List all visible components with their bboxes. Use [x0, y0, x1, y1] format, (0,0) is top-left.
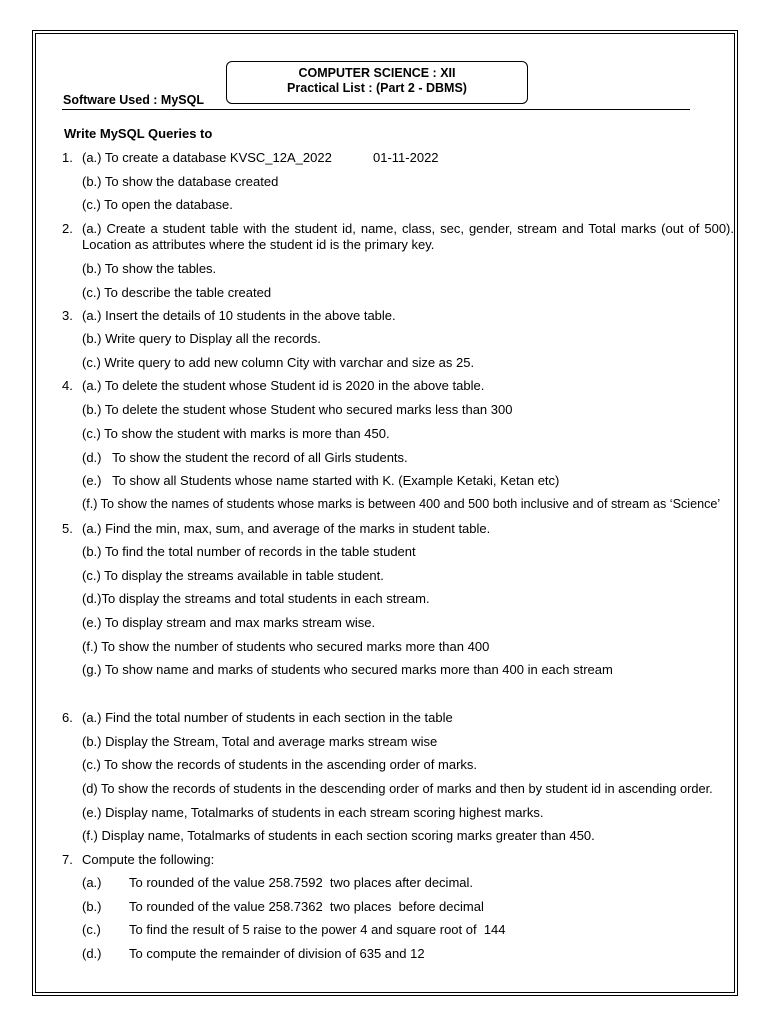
- q4-d: (d.) To show the student the record of all Girls students.: [82, 450, 408, 465]
- q7-item-c-label: (c.): [82, 922, 101, 937]
- q4-e: (e.) To show all Students whose name started with K. (Example Ketaki, Ketan etc): [82, 473, 560, 488]
- q4-number: 4.: [62, 378, 73, 393]
- title-line-1: COMPUTER SCIENCE : XII: [298, 66, 456, 80]
- q7-item-d-text: To compute the remainder of division of 635 and 12: [129, 946, 425, 961]
- q4-c: (c.) To show the student with marks is more than 450.: [82, 426, 390, 441]
- q3-number: 3.: [62, 308, 73, 323]
- q5-b: (b.) To find the total number of records in the table student: [82, 544, 416, 559]
- q5-f: (f.) To show the number of students who secured marks more than 400: [82, 639, 490, 654]
- q7-item-c-text: To find the result of 5 raise to the power 4 and square root of 144: [129, 922, 506, 937]
- q4-f: (f.) To show the names of students whose marks is between 400 and 500 both inclusive and of stream as ‘Science’: [82, 497, 721, 511]
- q7-item-d-label: (d.): [82, 946, 102, 961]
- q1-b: (b.) To show the database created: [82, 174, 279, 189]
- q6-c: (c.) To show the records of students in the ascending order of marks.: [82, 757, 478, 772]
- q5-d: (d.)To display the streams and total students in each stream.: [82, 591, 430, 606]
- q1-c: (c.) To open the database.: [82, 197, 233, 212]
- q2-b: (b.) To show the tables.: [82, 261, 217, 276]
- q5-e: (e.) To display stream and max marks stream wise.: [82, 615, 376, 630]
- q7-item-a-label: (a.): [82, 875, 102, 890]
- q6-number: 6.: [62, 710, 73, 725]
- q4-b: (b.) To delete the student whose Student who secured marks less than 300: [82, 402, 513, 417]
- q2-a: (a.) Create a student table with the student id, name, class, sec, gender, stream and Total marks (out of 500). Location as attributes where the student id is the primary key.: [82, 221, 734, 252]
- q5-c: (c.) To display the streams available in table student.: [82, 568, 384, 583]
- q4-a: (a.) To delete the student whose Student id is 2020 in the above table.: [82, 378, 485, 393]
- q1-a: (a.) To create a database KVSC_12A_2022: [82, 150, 332, 165]
- q6-f: (f.) Display name, Totalmarks of students in each section scoring marks greater than 450.: [82, 828, 595, 843]
- q5-a: (a.) Find the min, max, sum, and average of the marks in student table.: [82, 521, 491, 536]
- q6-b: (b.) Display the Stream, Total and average marks stream wise: [82, 734, 438, 749]
- q5-g: (g.) To show name and marks of students who secured marks more than 400 in each stream: [82, 662, 613, 677]
- q7-item-b-text: To rounded of the value 258.7362 two places before decimal: [129, 899, 484, 914]
- q7-item-a-text: To rounded of the value 258.7592 two places after decimal.: [129, 875, 473, 890]
- q3-c: (c.) Write query to add new column City with varchar and size as 25.: [82, 355, 475, 370]
- q7-item-b-label: (b.): [82, 899, 102, 914]
- q2-number: 2.: [62, 221, 73, 236]
- intro-heading: Write MySQL Queries to: [64, 126, 213, 141]
- q6-a: (a.) Find the total number of students in each section in the table: [82, 710, 453, 725]
- q3-b: (b.) Write query to Display all the records.: [82, 331, 321, 346]
- q2-c: (c.) To describe the table created: [82, 285, 272, 300]
- q1-number: 1.: [62, 150, 73, 165]
- q7-heading: Compute the following:: [82, 852, 215, 867]
- title-line-2: Practical List : (Part 2 - DBMS): [287, 81, 467, 95]
- q3-a: (a.) Insert the details of 10 students in the above table.: [82, 308, 396, 323]
- q7-number: 7.: [62, 852, 73, 867]
- q5-number: 5.: [62, 521, 73, 536]
- q6-d: (d) To show the records of students in the descending order of marks and then by student id in ascending order.: [82, 781, 713, 796]
- header-rule: [62, 109, 690, 110]
- q1-date: 01-11-2022: [373, 150, 439, 165]
- q6-e: (e.) Display name, Totalmarks of students in each stream scoring highest marks.: [82, 805, 544, 820]
- software-used: Software Used : MySQL: [63, 93, 204, 107]
- title-box: [226, 61, 528, 104]
